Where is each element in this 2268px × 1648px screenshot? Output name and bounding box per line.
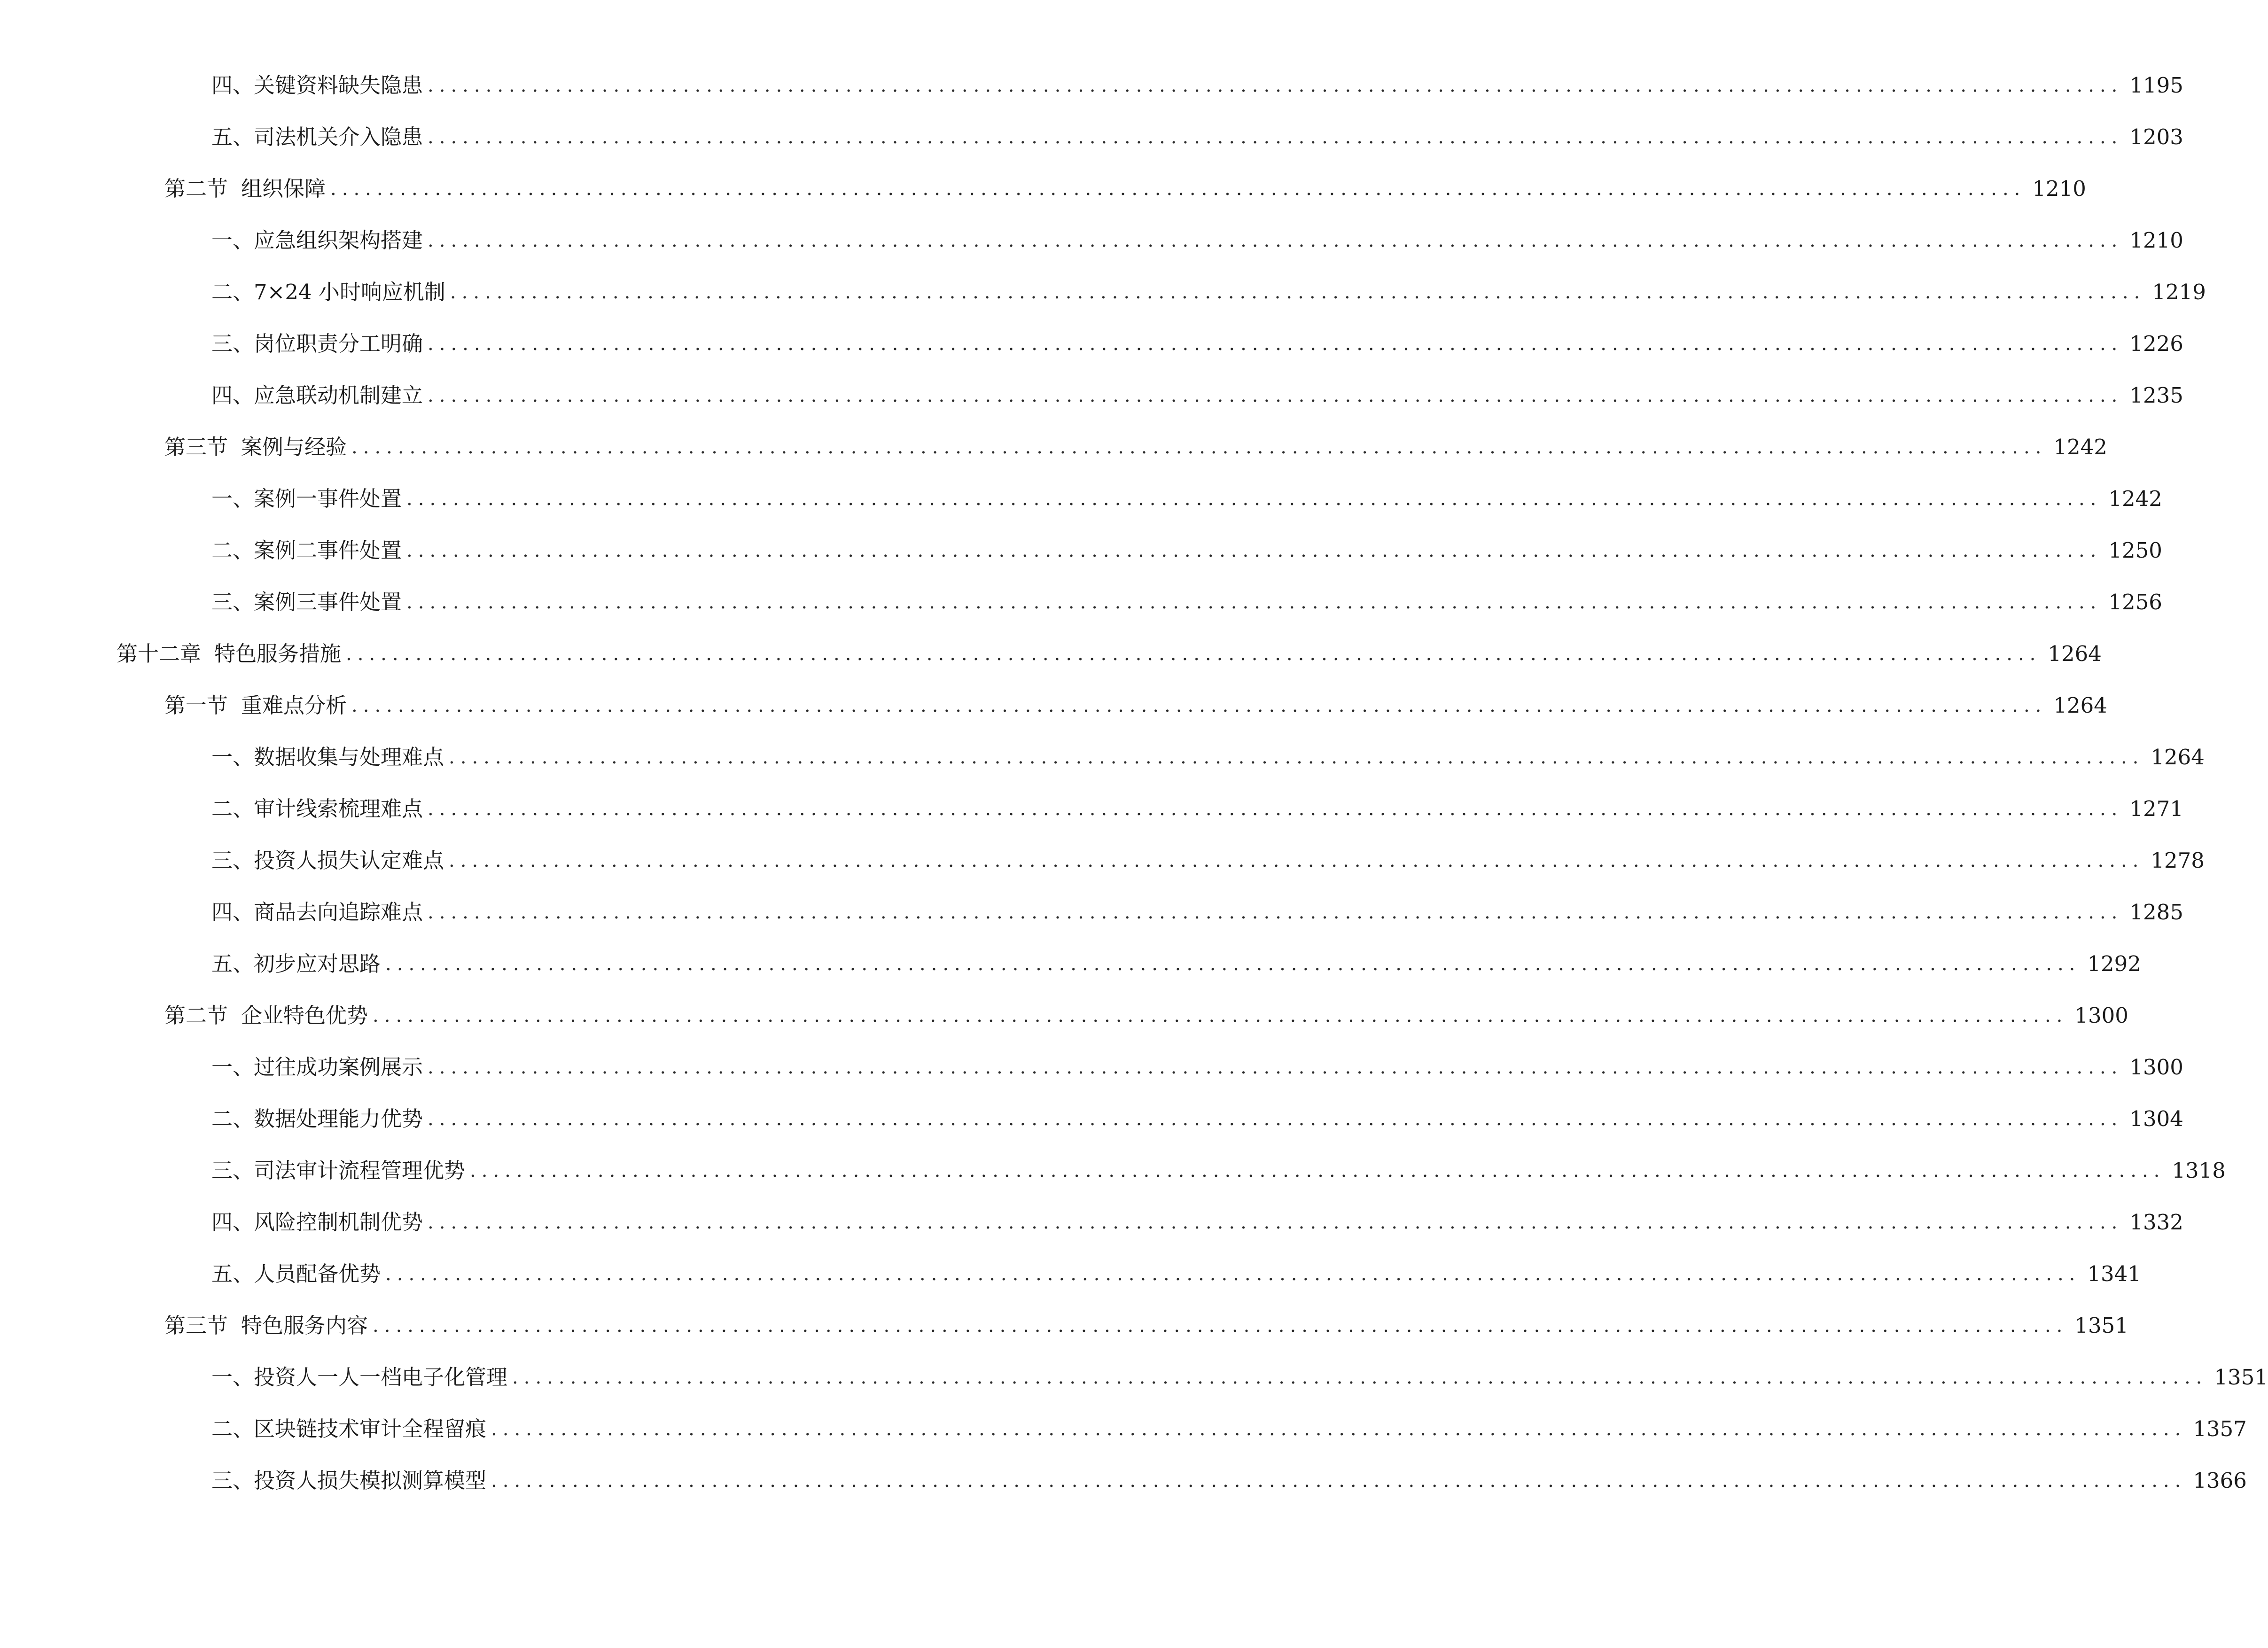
toc-entry[interactable] (211, 1462, 2247, 1500)
toc-page-number: 1300 (2074, 1003, 2128, 1028)
dot-leader: .................................................................................................................................................. (351, 436, 2047, 458)
toc-entry-title: 司法机关介入隐患 (254, 124, 423, 149)
toc-entry-title: 商品去向追踪难点 (254, 900, 423, 925)
toc-entry[interactable] (211, 1100, 2183, 1138)
toc-entry[interactable] (211, 738, 2205, 776)
toc-entry-title: 投资人损失模拟测算模型 (254, 1468, 487, 1493)
toc-entry-number: 二、 (211, 1106, 254, 1131)
toc-entry[interactable] (211, 1255, 2141, 1293)
toc-page-number: 1341 (2087, 1261, 2141, 1286)
dot-leader: .................................................................................................................................................. (428, 75, 2123, 96)
toc-entry-number: 三、 (211, 590, 254, 614)
toc-entry-number: 四、 (211, 73, 254, 98)
toc-page-number: 1210 (2129, 228, 2183, 253)
toc-entry-number: 五、 (211, 1261, 254, 1286)
toc-entry-number: 四、 (211, 1210, 254, 1235)
toc-entry-number: 一、 (211, 486, 254, 511)
toc-entry-title: 案例一事件处置 (254, 486, 402, 511)
toc-entry-number: 一、 (211, 745, 254, 770)
toc-page-number: 1278 (2151, 848, 2205, 873)
toc-entry-number: 三、 (211, 1158, 254, 1183)
dot-leader: .................................................................................................................................................. (449, 850, 2144, 871)
toc-entry[interactable] (211, 67, 2183, 104)
toc-entry-title: 审计线索梳理难点 (254, 796, 423, 821)
toc-page-number: 1351 (2074, 1313, 2128, 1338)
dot-leader: .................................................................................................................................................. (428, 902, 2123, 923)
toc-entry[interactable] (211, 1359, 2268, 1396)
toc-entry-title: 投资人损失认定难点 (254, 848, 444, 873)
toc-entry-number: 三、 (211, 848, 254, 873)
dot-leader: .................................................................................................................................................. (406, 591, 2102, 613)
toc-page-number: 1250 (2108, 538, 2162, 563)
toc-entry-number: 第三节 (164, 435, 228, 459)
dot-leader: .................................................................................................................................................. (428, 333, 2123, 355)
toc-page-number: 1366 (2193, 1468, 2247, 1493)
toc-entry[interactable] (211, 480, 2162, 518)
toc-entry-number: 二、 (211, 796, 254, 821)
toc-entry-title: 组织保障 (241, 176, 326, 201)
dot-leader: .................................................................................................................................................. (428, 385, 2123, 406)
toc-entry[interactable] (211, 583, 2162, 621)
toc-entry-title: 投资人一人一档电子化管理 (254, 1365, 508, 1390)
toc-entry[interactable] (164, 1307, 2128, 1345)
dot-leader: .................................................................................................................................................. (406, 488, 2102, 510)
toc-entry-title: 企业特色优势 (241, 1003, 368, 1028)
toc-entry[interactable] (164, 687, 2107, 724)
toc-page-number: 1235 (2129, 383, 2183, 408)
toc-entry[interactable] (211, 118, 2183, 156)
dot-leader: .................................................................................................................................................. (428, 1212, 2123, 1233)
toc-entry[interactable] (211, 1049, 2183, 1086)
toc-page-number: 1219 (2152, 280, 2206, 304)
dot-leader: .................................................................................................................................................. (428, 1057, 2123, 1078)
toc-entry-number: 四、 (211, 383, 254, 408)
dot-leader: .................................................................................................................................................. (373, 1005, 2068, 1026)
dot-leader: .................................................................................................................................................. (491, 1470, 2187, 1492)
toc-page-number: 1242 (2108, 486, 2162, 511)
toc-entry-number: 二、 (211, 280, 254, 304)
toc-entry[interactable] (164, 170, 2086, 208)
toc-entry-number: 二、 (211, 1416, 254, 1441)
toc-entry-number: 一、 (211, 1365, 254, 1390)
dot-leader: .................................................................................................................................................. (385, 953, 2081, 975)
dot-leader: .................................................................................................................................................. (385, 1263, 2081, 1285)
toc-entry-chapter[interactable] (117, 635, 2102, 673)
toc-page-number: 1226 (2129, 331, 2183, 356)
toc-entry[interactable] (211, 1204, 2183, 1241)
dot-leader: .................................................................................................................................................. (450, 281, 2146, 303)
toc-entry[interactable] (211, 222, 2183, 259)
toc-entry[interactable] (211, 325, 2183, 363)
toc-entry-title: 人员配备优势 (254, 1261, 381, 1286)
toc-entry[interactable] (211, 1152, 2226, 1189)
toc-page-number: 1210 (2032, 176, 2086, 201)
toc-page-number: 1285 (2129, 900, 2183, 925)
toc-entry[interactable] (211, 842, 2205, 879)
toc-entry-title: 关键资料缺失隐患 (254, 73, 423, 98)
toc-entry-number: 二、 (211, 538, 254, 563)
toc-entry[interactable] (211, 790, 2183, 828)
dot-leader: .................................................................................................................................................. (406, 540, 2102, 561)
dot-leader: .................................................................................................................................................. (491, 1418, 2187, 1440)
toc-entry-title: 案例三事件处置 (254, 590, 402, 614)
toc-entry[interactable] (211, 1410, 2247, 1448)
toc-page-number: 1304 (2129, 1106, 2183, 1131)
toc-entry-title: 司法审计流程管理优势 (254, 1158, 466, 1183)
toc-page-number: 1318 (2172, 1158, 2226, 1183)
toc-entry-number: 第一节 (164, 693, 228, 718)
dot-leader: .................................................................................................................................................. (470, 1160, 2166, 1182)
toc-entry-title: 数据收集与处理难点 (254, 745, 444, 770)
toc-entry-title: 特色服务内容 (241, 1313, 368, 1338)
toc-entry-title: 数据处理能力优势 (254, 1106, 423, 1131)
toc-page-number: 1203 (2129, 124, 2183, 149)
toc-entry-title: 特色服务措施 (214, 641, 342, 666)
toc-entry-number: 第二节 (164, 1003, 228, 1028)
dot-leader: .................................................................................................................................................. (346, 643, 2042, 665)
toc-entry[interactable] (211, 945, 2141, 983)
dot-leader: .................................................................................................................................................. (428, 1108, 2123, 1130)
toc-entry[interactable] (211, 532, 2162, 569)
dot-leader: .................................................................................................................................................. (351, 695, 2047, 716)
toc-entry-title: 应急组织架构搭建 (254, 228, 423, 253)
toc-entry-title: 区块链技术审计全程留痕 (254, 1416, 487, 1441)
toc-page-number: 1264 (2048, 641, 2102, 666)
dot-leader: .................................................................................................................................................. (428, 126, 2123, 148)
toc-entry-title: 过往成功案例展示 (254, 1055, 423, 1080)
toc-entry-title: 重难点分析 (241, 693, 347, 718)
toc-entry-number: 一、 (211, 228, 254, 253)
toc-page-number: 1271 (2129, 796, 2183, 821)
toc-entry-title: 风险控制机制优势 (254, 1210, 423, 1235)
toc-entry-number: 第三节 (164, 1313, 228, 1338)
toc-page-number: 1332 (2129, 1210, 2183, 1235)
toc-entry-number: 四、 (211, 900, 254, 925)
dot-leader: .................................................................................................................................................. (428, 230, 2123, 251)
toc-entry-number: 第二节 (164, 176, 228, 201)
toc-entry-title: 7×24 小时响应机制 (254, 280, 445, 304)
dot-leader: .................................................................................................................................................. (449, 746, 2144, 768)
dot-leader: .................................................................................................................................................. (373, 1315, 2068, 1337)
toc-page-number: 1351 (2214, 1365, 2268, 1390)
toc-entry-number: 三、 (211, 1468, 254, 1493)
toc-page-number: 1242 (2053, 435, 2107, 459)
toc-page-number: 1256 (2108, 590, 2162, 614)
toc-entry[interactable] (211, 377, 2183, 414)
dot-leader: .................................................................................................................................................. (512, 1367, 2208, 1388)
toc-entry[interactable] (164, 997, 2128, 1034)
toc-entry-number: 五、 (211, 124, 254, 149)
toc-page-number: 1264 (2053, 693, 2107, 718)
toc-entry-number: 第十二章 (117, 641, 202, 666)
toc-entry-title: 案例与经验 (241, 435, 347, 459)
toc-entry-title: 初步应对思路 (254, 951, 381, 976)
toc-page-number: 1264 (2151, 745, 2205, 770)
toc-entry-title: 应急联动机制建立 (254, 383, 423, 408)
toc-entry-number: 五、 (211, 951, 254, 976)
toc-entry-number: 三、 (211, 331, 254, 356)
toc-page-number: 1357 (2193, 1416, 2247, 1441)
toc-entry[interactable] (164, 428, 2107, 466)
toc-page-number: 1195 (2129, 73, 2183, 98)
toc-page-number: 1300 (2129, 1055, 2183, 1080)
toc-entry-title: 岗位职责分工明确 (254, 331, 423, 356)
toc-page-number: 1292 (2087, 951, 2141, 976)
toc-entry[interactable] (211, 894, 2183, 931)
dot-leader: .................................................................................................................................................. (428, 798, 2123, 820)
toc-entry-title: 案例二事件处置 (254, 538, 402, 563)
toc-entry-number: 一、 (211, 1055, 254, 1080)
dot-leader: .................................................................................................................................................. (330, 178, 2026, 200)
toc-entry[interactable] (211, 273, 2206, 311)
